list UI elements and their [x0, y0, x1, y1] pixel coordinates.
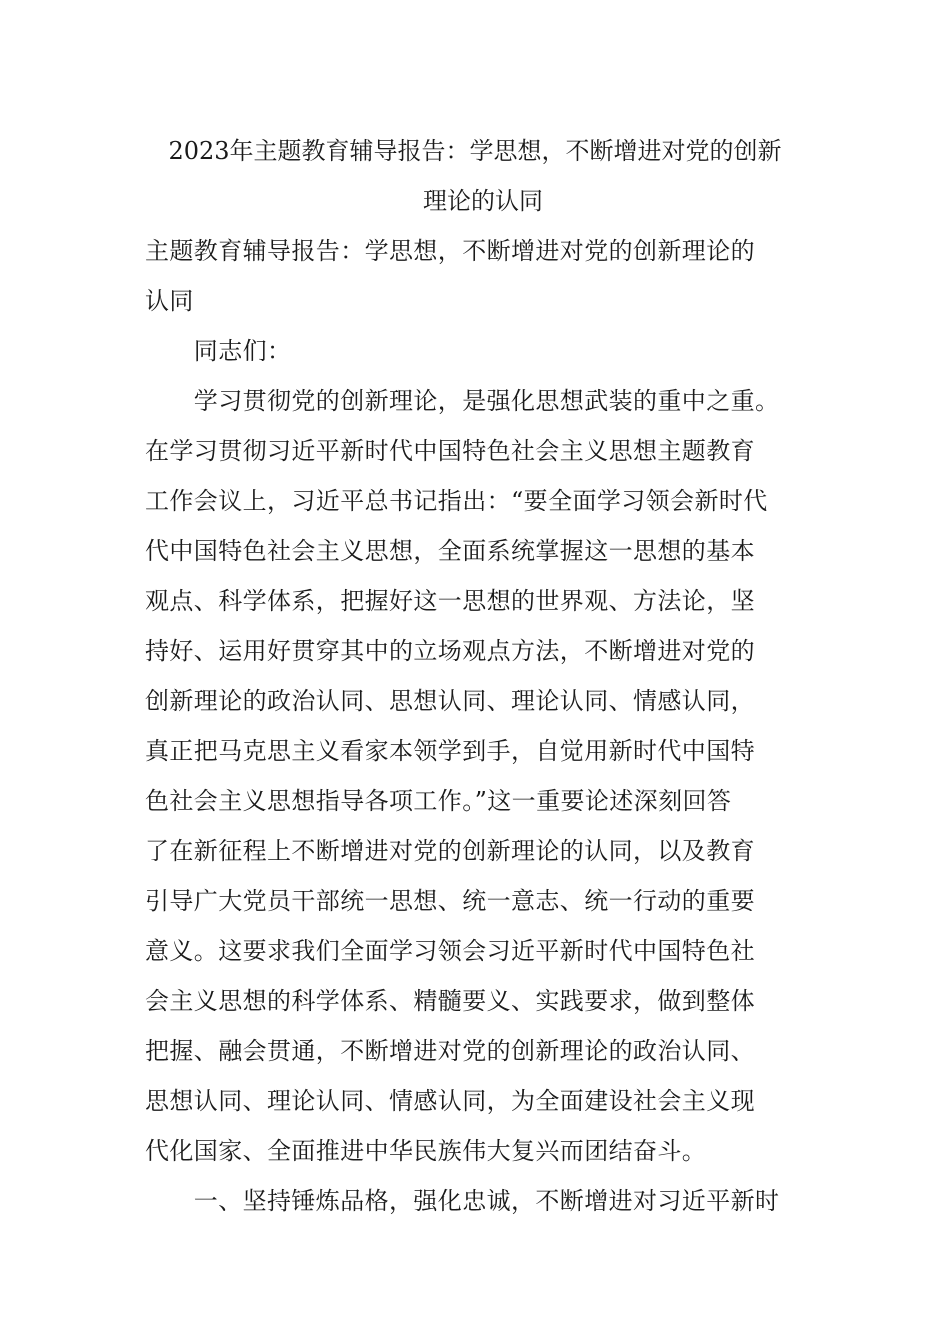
paragraph-line: 把握、融会贯通，不断增进对党的创新理论的政治认同、 — [145, 1037, 755, 1065]
subtitle-line-1: 主题教育辅导报告：学思想，不断增进对党的创新理论的 — [145, 237, 755, 265]
paragraph-line: 会主义思想的科学体系、精髓要义、实践要求，做到整体 — [145, 987, 755, 1015]
document-title-line-1: 2023年主题教育辅导报告：学思想，不断增进对党的创新 — [168, 137, 782, 165]
section-heading-line: 一、坚持锤炼品格，强化忠诚，不断增进对习近平新时 — [145, 1187, 780, 1215]
paragraph-line: 在学习贯彻习近平新时代中国特色社会主义思想主题教育 — [145, 437, 755, 465]
paragraph-line: 持好、运用好贯穿其中的立场观点方法，不断增进对党的 — [145, 637, 755, 665]
paragraph-line: 创新理论的政治认同、思想认同、理论认同、情感认同， — [145, 687, 755, 715]
paragraph-line: 代化国家、全面推进中华民族伟大复兴而团结奋斗。 — [145, 1137, 707, 1165]
paragraph-line: 观点、科学体系，把握好这一思想的世界观、方法论，坚 — [145, 587, 755, 615]
paragraph-line: 引导广大党员干部统一思想、统一意志、统一行动的重要 — [145, 887, 755, 915]
paragraph-line: 真正把马克思主义看家本领学到手，自觉用新时代中国特 — [145, 737, 755, 765]
subtitle-line-2: 认同 — [145, 287, 194, 315]
paragraph-line: 工作会议上，习近平总书记指出：“要全面学习领会新时代 — [145, 487, 768, 515]
paragraph-line: 色社会主义思想指导各项工作。”这一重要论述深刻回答 — [145, 787, 732, 815]
paragraph-line: 了在新征程上不断增进对党的创新理论的认同，以及教育 — [145, 837, 755, 865]
salutation: 同志们： — [145, 337, 292, 365]
paragraph-line: 学习贯彻党的创新理论，是强化思想武装的重中之重。 — [145, 387, 780, 415]
paragraph-line: 意义。这要求我们全面学习领会习近平新时代中国特色社 — [145, 937, 755, 965]
paragraph-line: 思想认同、理论认同、情感认同，为全面建设社会主义现 — [145, 1087, 755, 1115]
paragraph-line: 代中国特色社会主义思想，全面系统掌握这一思想的基本 — [145, 537, 755, 565]
document-title-line-2: 理论的认同 — [423, 187, 543, 215]
